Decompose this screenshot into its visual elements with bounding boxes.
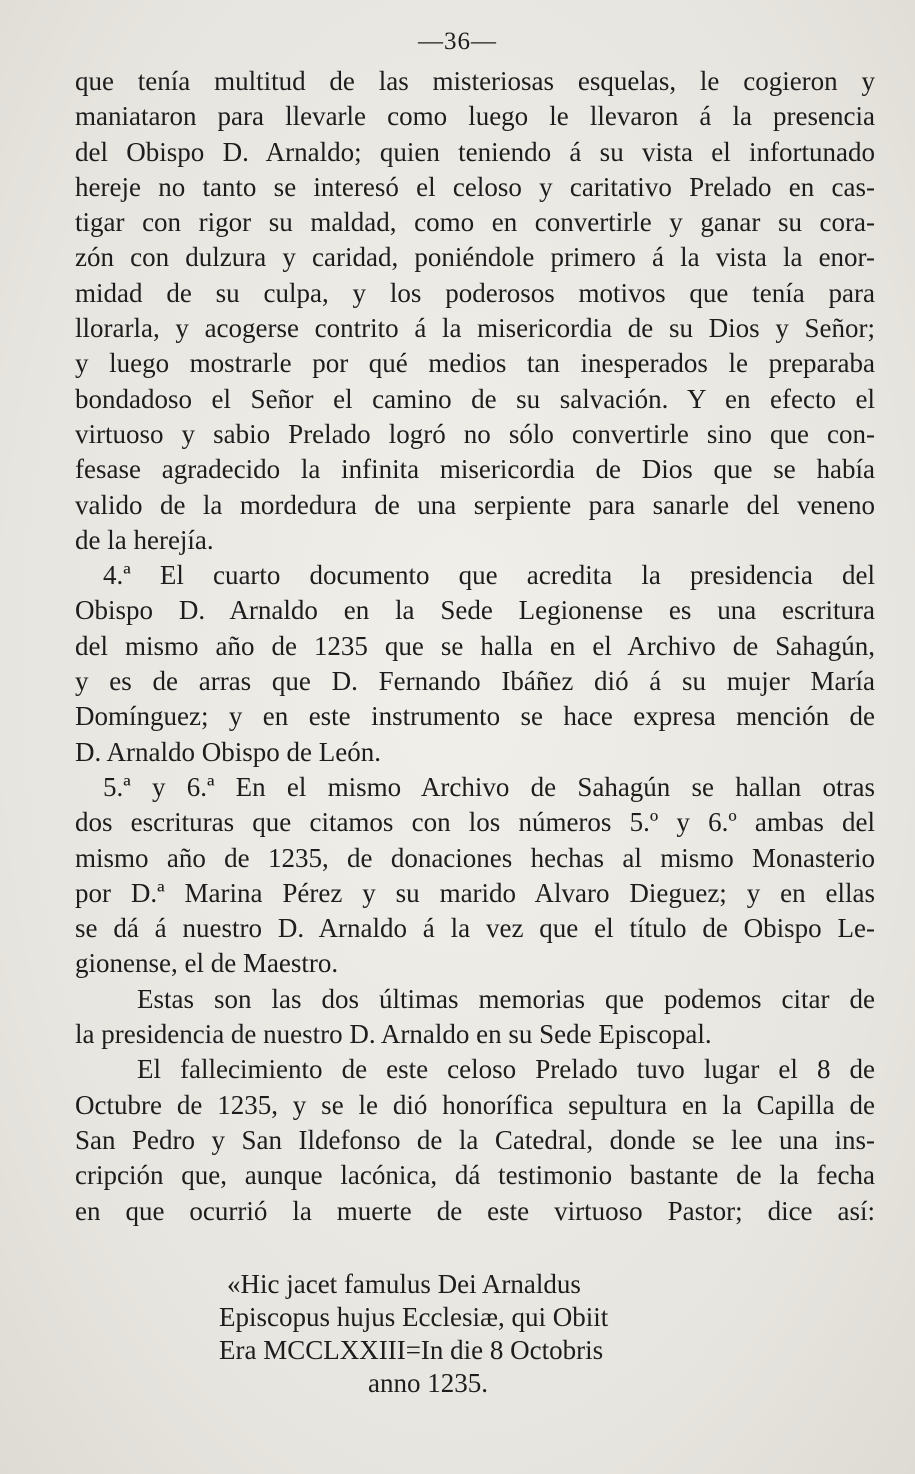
text-line: San Pedro y San Ildefonso de la Catedral, donde se lee una ins- [75,1124,875,1155]
text-line: Obispo D. Arnaldo en la Sede Legionense es una escritura [75,595,875,626]
text-line: zón con dulzura y caridad, poniéndole primero á la vista la enor- [75,242,875,273]
text-line: midad de su culpa, y los poderosos motivos que tenía para [75,277,875,308]
inscription-quote [215,1268,685,1400]
body-text [75,64,875,1229]
inscription-line: Era MCCLXXIII=In die 8 Octobris [219,1335,604,1365]
text-line: 5.ª y 6.ª En el mismo Archivo de Sahagún se hallan otras [103,771,875,802]
inscription-line: «Hic jacet famulus Dei Arnaldus [227,1269,581,1299]
text-line: mismo año de 1235, de donaciones hechas al mismo Monasterio [75,842,875,873]
text-line: que tenía multitud de las misteriosas esquelas, le cogieron y [75,66,875,96]
text-line: valido de la mordedura de una serpiente para sanarle del veneno [75,489,875,520]
text-line: cripción que, aunque lacónica, dá testimonio bastante de la fecha [75,1160,875,1191]
text-line: fesase agradecido la infinita misericordia de Dios que se había [75,454,875,485]
text-line: Domínguez; y en este instrumento se hace expresa mención de [75,701,875,732]
text-line: llorarla, y acogerse contrito á la misericordia de su Dios y Señor; [75,313,875,344]
text-line: El fallecimiento de este celoso Prelado tuvo lugar el 8 de [137,1054,875,1085]
text-line: y es de arras que D. Fernando Ibáñez dió á su mujer María [75,666,875,697]
inscription-line: anno 1235. [368,1368,488,1398]
text-line: y luego mostrarle por qué medios tan inesperados le preparaba [75,348,875,379]
text-line: dos escrituras que citamos con los números 5.º y 6.º ambas del [75,807,875,838]
text-line: por D.ª Marina Pérez y su marido Alvaro Dieguez; y en ellas [75,877,875,908]
text-line: maniataron para llevarle como luego le llevaron á la presencia [75,101,875,132]
text-line: en que ocurrió la muerte de este virtuoso Pastor; dice así: [75,1195,875,1226]
text-line: Octubre de 1235, y se le dió honorífica sepultura en la Capilla de [75,1089,875,1120]
text-line: del Obispo D. Arnaldo; quien teniendo á su vista el infortunado [75,136,875,167]
text-line: D. Arnaldo Obispo de León. [75,736,381,767]
text-line: 4.ª El cuarto documento que acredita la presidencia del [103,560,875,591]
text-line: bondadoso el Señor el camino de su salvación. Y en efecto el [75,383,875,414]
text-line: Estas son las dos últimas memorias que podemos citar de [137,983,875,1014]
text-line: virtuoso y sabio Prelado logró no sólo convertirle sino que con- [75,418,875,449]
text-line: del mismo año de 1235 que se halla en el Archivo de Sahagún, [75,630,875,661]
text-line: se dá á nuestro D. Arnaldo á la vez que el título de Obispo Le- [75,913,875,944]
text-line: gionense, el de Maestro. [75,948,339,979]
text-line: de la herejía. [75,524,214,555]
page-number: —36— [418,28,497,55]
text-line: tigar con rigor su maldad, como en convertirle y ganar su cora- [75,207,875,238]
text-line: la presidencia de nuestro D. Arnaldo en su Sede Episcopal. [75,1019,712,1050]
text-line: hereje no tanto se interesó el celoso y caritativo Prelado en cas- [75,171,875,202]
inscription-line: Episcopus hujus Ecclesiæ, qui Obiit [219,1302,609,1332]
